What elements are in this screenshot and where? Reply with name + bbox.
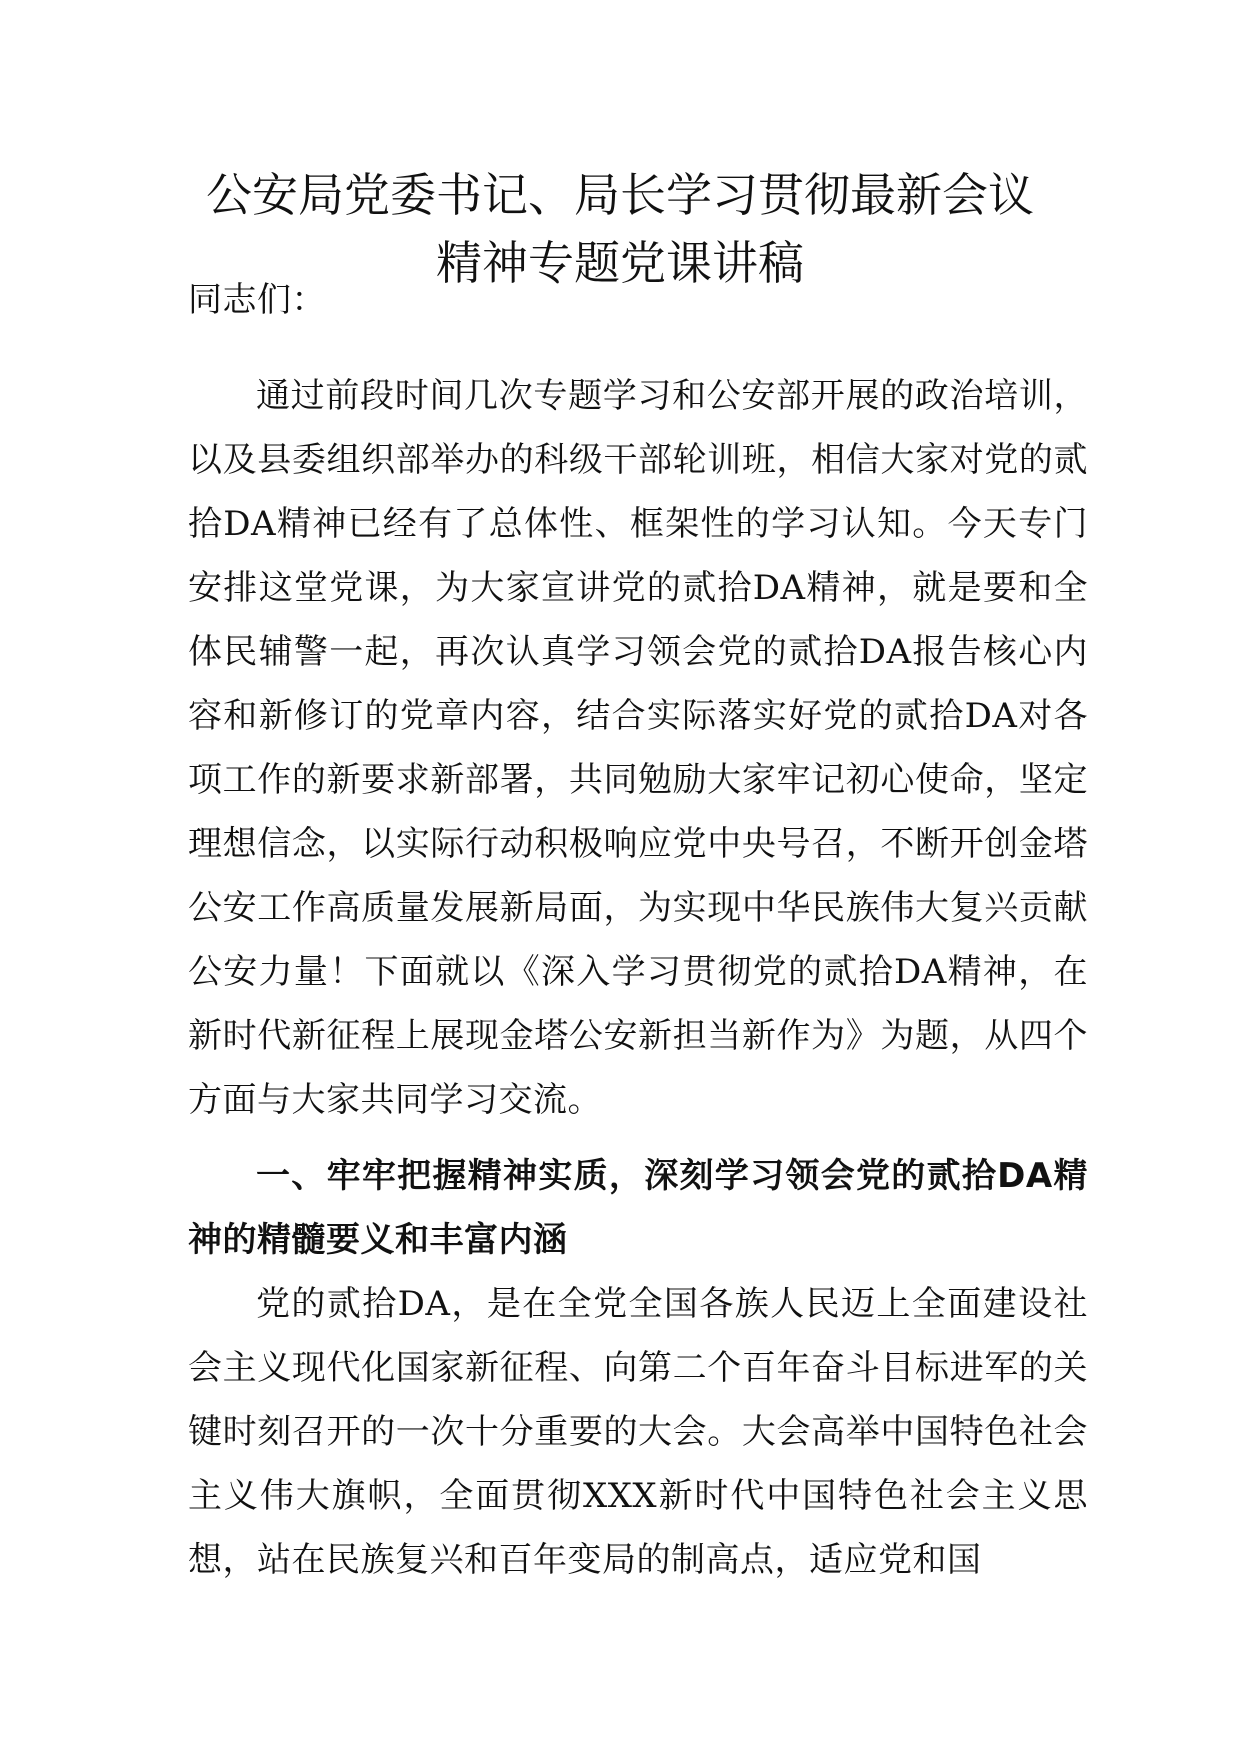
intro-paragraph: 通过前段时间几次专题学习和公安部开展的政治培训，以及县委组织部举办的科级干部轮训班，相信大家对党的贰拾DA精神已经有了总体性、框架性的学习认知。今天专门安排这堂党课，为大家宣讲党的贰拾DA精神，就是要和全体民辅警一起，再次认真学习领会党的贰拾DA报告核心内容和新修订的党章内容，结合实际落实好党的贰拾DA对各项工作的新要求新部署，共同勉励大家牢记初心使命，坚定理想信念，以实际行动积极响应党中央号召，不断开创金塔公安工作高质量发展新局面，为实现中华民族伟大复兴贡献公安力量！下面就以《深入学习贯彻党的贰拾DA精神，在新时代新征程上展现金塔公安新担当新作为》为题，从四个方面与大家共同学习交流。 bbox=[188, 376, 1088, 1120]
section-1-paragraph: 党的贰拾DA，是在全党全国各族人民迈上全面建设社会主义现代化国家新征程、向第二个百年奋斗目标进军的关键时刻召开的一次十分重要的大会。大会高举中国特色社会主义伟大旗帜，全面贯彻XXX新时代中国特色社会主义思想，站在民族复兴和百年变局的制高点，适应党和国 bbox=[188, 1284, 1088, 1580]
document-title-line-1: 公安局党委书记、局长学习贯彻最新会议 bbox=[206, 168, 1034, 222]
salutation: 同志们： bbox=[188, 280, 326, 320]
section-heading-1: 一、牢牢把握精神实质，深刻学习领会党的贰拾DA精神的精髓要义和丰富内涵 bbox=[188, 1156, 1088, 1260]
document-title-line-2: 精神专题党课讲稿 bbox=[436, 236, 804, 290]
